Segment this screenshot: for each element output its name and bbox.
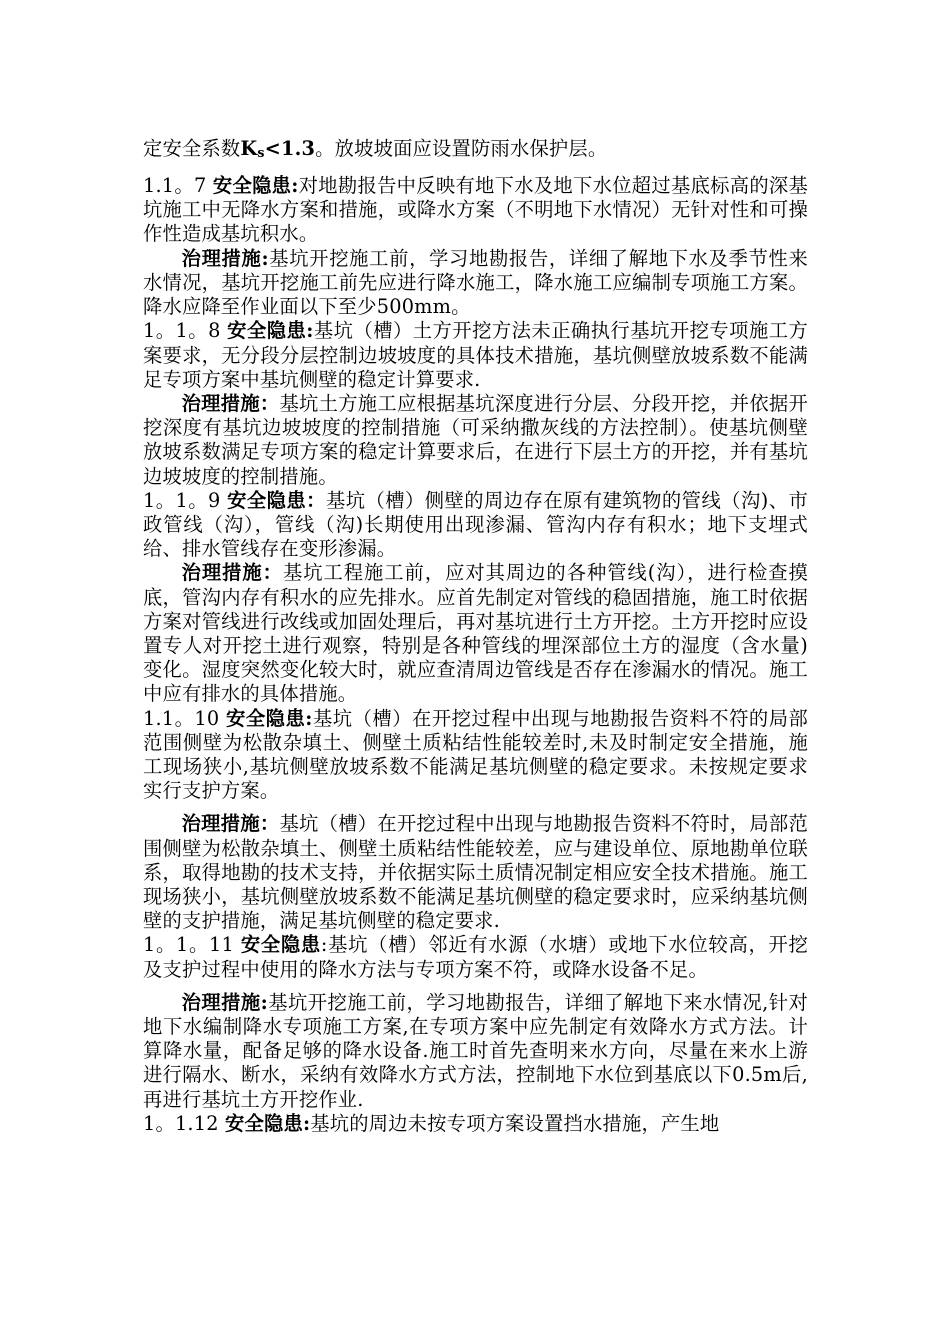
hazard-label: 安全隐患 — [240, 933, 321, 957]
hazard-paragraph — [143, 319, 808, 392]
hazard-paragraph — [143, 707, 808, 804]
measure-text: 基坑开挖施工前，学习地勘报告，详细了解地下水及季节性来水情况，基坑开挖施工前先应进行降水施工，降水施工应编制专项施工方案。降水应降至作业面以下至少500mm。 — [143, 246, 808, 319]
hazard-label: 安全隐患: — [212, 174, 299, 198]
hazard-text: :基坑（槽）邻近有水源（水塘）或地下水位较高，开挖及支护过程中使用的降水方法与专项方案不符，或降水设备不足。 — [143, 933, 808, 981]
hazard-paragraph — [143, 174, 808, 247]
ks-subscript: s — [257, 144, 265, 160]
measure-paragraph — [143, 392, 808, 489]
measure-label: 治理措施： — [181, 812, 280, 836]
hazard-label: 安全隐患: — [226, 706, 313, 730]
hazard-paragraph — [143, 489, 808, 562]
ks-relation: <1.3 — [264, 137, 316, 160]
hazard-label: 安全隐患: — [225, 1111, 311, 1135]
item-number: 1。1。11 — [143, 933, 241, 957]
hazard-text: 基坑（槽）侧壁的周边存在原有建筑物的管线（沟)、市政管线（沟），管线（沟)长期使用出现渗漏、管沟内存有积水；地下支埋式给、排水管线存在变形渗漏。 — [143, 488, 808, 561]
measure-paragraph — [143, 247, 808, 320]
measure-label: 治理措施: — [181, 246, 269, 270]
intro-suffix: 。放坡坡面应设置防雨水保护层。 — [315, 137, 608, 160]
measure-text: 基坑土方施工应根据基坑深度进行分层、分段开挖，并依据开挖深度有基坑边坡坡度的控制措施（可采纳撒灰线的方法控制）。使基坑侧壁放坡系数满足专项方案的稳定计算要求后，在进行下层土方的开挖，并有基坑边坡坡度的控制措施。 — [143, 391, 808, 488]
hazard-label: 安全隐患: — [227, 319, 314, 343]
measure-label: 治理措施： — [181, 561, 283, 585]
measure-label: 治理措施： — [181, 391, 280, 415]
item-number: 1。1。9 — [143, 488, 228, 512]
item-number: 1。1。8 — [143, 319, 228, 343]
hazard-paragraph — [143, 933, 808, 981]
ks-symbol — [240, 137, 315, 160]
measure-text: 基坑工程施工前，应对其周边的各种管线(沟），进行检查摸底，管沟内存有积水的应先排水。应首先制定对管线的稳固措施，施工时依据方案对管线进行改线或加固处理后，再对基坑进行土方开挖。土方开挖时应设置专人对开挖土进行观察，特别是各种管线的埋深部位土方的湿度（含水量)变化。湿度突然变化较大时，就应查清周边管线是否存在渗漏水的情况。施工中应有排水的具体措施。 — [143, 561, 808, 706]
document-page — [143, 137, 808, 1136]
measure-label: 治理措施: — [181, 990, 268, 1014]
measure-paragraph — [143, 812, 808, 933]
measure-text: 基坑（槽）在开挖过程中出现与地勘报告资料不符时，局部范围侧壁为松散杂填土、侧壁土质粘结性能较差，应与建设单位、原地勘单位联系，取得地勘的技术支持，并依据实际土质情况制定相应安全技术措施。施工现场狭小，基坑侧壁放坡系数不能满足基坑侧壁的稳定要求时，应采纳基坑侧壁的支护措施，满足基坑侧壁的稳定要求. — [143, 812, 808, 933]
hazard-text: 基坑的周边未按专项方案设置挡水措施，产生地 — [310, 1111, 720, 1135]
ks-main: K — [240, 137, 258, 160]
item-number: 1.1。7 — [143, 174, 213, 198]
measure-paragraph — [143, 561, 808, 706]
intro-paragraph — [143, 137, 808, 165]
measure-paragraph — [143, 991, 808, 1112]
intro-prefix: 定安全系数 — [143, 137, 241, 160]
measure-text: 基坑开挖施工前，学习地勘报告，详细了解地下来水情况,针对地下水编制降水专项施工方案,在专项方案中应先制定有效降水方式方法。计算降水量，配备足够的降水设备.施工时首先查明来水方向，尽量在来水上游进行隔水、断水，采纳有效降水方式方法，控制地下水位到基底以下0.5m后,再进行基坑土方开挖作业. — [143, 990, 808, 1111]
item-number: 1.1。10 — [143, 706, 227, 730]
hazard-label: 安全隐患： — [227, 488, 326, 512]
item-number: 1。1.12 — [143, 1111, 226, 1135]
hazard-text: 基坑（槽）在开挖过程中出现与地勘报告资料不符的局部范围侧壁为松散杂填土、侧壁土质粘结性能较差时,未及时制定安全措施，施工现场狭小,基坑侧壁放坡系数不能满足基坑侧壁的稳定要求。未按规定要求实行支护方案。 — [143, 706, 808, 803]
hazard-text: 对地勘报告中反映有地下水及地下水位超过基底标高的深基坑施工中无降水方案和措施，或降水方案（不明地下水情况）无针对性和可操作性造成基坑积水。 — [143, 174, 809, 246]
hazard-paragraph — [143, 1112, 808, 1136]
hazard-text: 基坑（槽）土方开挖方法未正确执行基坑开挖专项施工方案要求，无分段分层控制边坡坡度的具体技术措施，基坑侧壁放坡系数不能满足专项方案中基坑侧壁的稳定计算要求. — [143, 319, 808, 391]
